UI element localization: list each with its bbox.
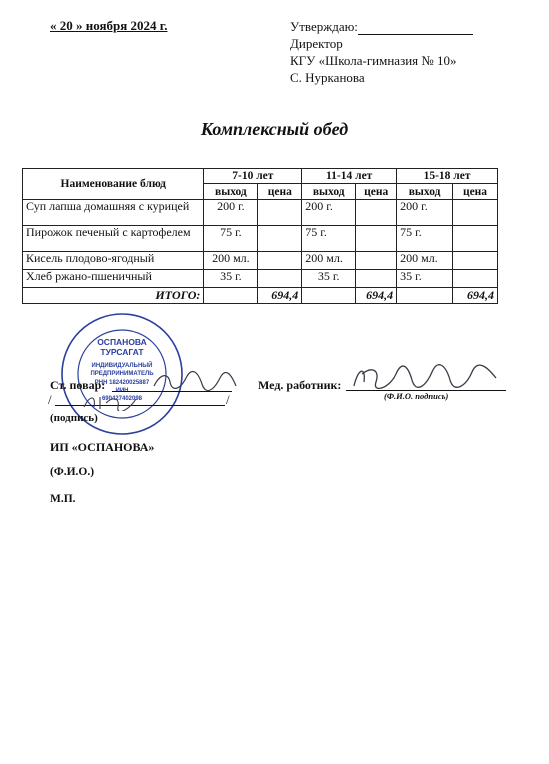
dish-price bbox=[258, 200, 302, 226]
med-label: Мед. работник: bbox=[258, 378, 342, 392]
subheader-price: цена bbox=[258, 184, 302, 200]
dish-output: 200 г. bbox=[302, 200, 356, 226]
table-row bbox=[23, 226, 498, 252]
table-row bbox=[23, 200, 498, 226]
subheader-output: выход bbox=[302, 184, 356, 200]
table-row bbox=[23, 270, 498, 288]
chef-label: Ст. повар: bbox=[50, 378, 106, 392]
approval-block bbox=[290, 18, 473, 86]
table-row bbox=[23, 252, 498, 270]
total-price-11-14: 694,4 bbox=[356, 288, 397, 304]
dish-output: 200 г. bbox=[397, 200, 453, 226]
dish-price bbox=[258, 252, 302, 270]
dish-output: 200 мл. bbox=[204, 252, 258, 270]
dish-price bbox=[453, 200, 498, 226]
dish-price bbox=[356, 270, 397, 288]
approve-organization: КГУ «Школа-гимназия № 10» bbox=[290, 53, 457, 68]
dish-output: 200 мл. bbox=[397, 252, 453, 270]
dish-output: 75 г. bbox=[302, 226, 356, 252]
dish-output: 200 г. bbox=[204, 200, 258, 226]
med-fio-note: (Ф.И.О. подпись) bbox=[384, 391, 449, 401]
total-output-empty bbox=[302, 288, 356, 304]
total-label: ИТОГО: bbox=[23, 288, 204, 304]
approve-title: Утверждаю: bbox=[290, 19, 358, 34]
subheader-output: выход bbox=[397, 184, 453, 200]
approve-signature-line bbox=[358, 22, 473, 35]
subheader-price: цена bbox=[356, 184, 397, 200]
med-signature bbox=[350, 360, 500, 394]
dish-name: Суп лапша домашняя с курицей bbox=[23, 200, 204, 226]
dish-name: Пирожок печеный с картофелем bbox=[23, 226, 204, 252]
document-date: « 20 » ноября 2024 г. bbox=[50, 18, 168, 33]
column-group-11-14: 11-14 лет bbox=[302, 169, 397, 184]
dish-price bbox=[453, 270, 498, 288]
column-group-15-18: 15-18 лет bbox=[397, 169, 498, 184]
dish-name: Кисель плодово-ягодный bbox=[23, 252, 204, 270]
dish-price bbox=[356, 226, 397, 252]
dish-output: 35 г. bbox=[204, 270, 258, 288]
stamp-iin-value: 690427402098 bbox=[101, 396, 143, 402]
stamp-name2: ТУРСАГАТ bbox=[100, 347, 144, 357]
column-header-name: Наименование блюд bbox=[23, 169, 204, 200]
fio-note: (Ф.И.О.) bbox=[50, 466, 95, 478]
table-header-row bbox=[23, 169, 498, 184]
total-price-15-18: 694,4 bbox=[453, 288, 498, 304]
approve-name: С. Нурканова bbox=[290, 70, 365, 85]
total-output-empty bbox=[397, 288, 453, 304]
sign-note: (подпись) bbox=[50, 412, 98, 424]
dish-output: 75 г. bbox=[397, 226, 453, 252]
dish-price bbox=[453, 252, 498, 270]
approve-position: Директор bbox=[290, 36, 343, 51]
dish-price bbox=[356, 200, 397, 226]
table-total-row bbox=[23, 288, 498, 304]
dish-output: 200 мл. bbox=[302, 252, 356, 270]
dish-price bbox=[258, 226, 302, 252]
subheader-output: выход bbox=[204, 184, 258, 200]
dish-output: 35 г. bbox=[302, 270, 356, 288]
page-title: Комплексный обед bbox=[200, 119, 349, 139]
stamp-line2: ПРЕДПРИНИМАТЕЛЬ bbox=[90, 371, 154, 377]
ip-name: ИП «ОСПАНОВА» bbox=[50, 440, 155, 454]
dish-output: 35 г. bbox=[397, 270, 453, 288]
column-group-7-10: 7-10 лет bbox=[204, 169, 302, 184]
stamp-line1: ИНДИВИДУАЛЬНЫЙ bbox=[91, 363, 153, 369]
stamp-rnn: РНН 182420025887 bbox=[94, 380, 150, 386]
dish-output: 75 г. bbox=[204, 226, 258, 252]
slash-left: / bbox=[48, 392, 52, 407]
chef-signature bbox=[150, 368, 240, 394]
dish-name: Хлеб ржано-пшеничный bbox=[23, 270, 204, 288]
menu-table bbox=[22, 168, 498, 304]
slash-right: / bbox=[226, 392, 230, 407]
total-output-empty bbox=[204, 288, 258, 304]
dish-price bbox=[453, 226, 498, 252]
chef-initials-signature bbox=[80, 393, 140, 411]
stamp-iin: ИИН bbox=[115, 388, 129, 394]
stamp-name1: ОСПАНОВА bbox=[97, 337, 147, 347]
subheader-price: цена bbox=[453, 184, 498, 200]
total-price-7-10: 694,4 bbox=[258, 288, 302, 304]
mp-label: М.П. bbox=[50, 493, 76, 505]
dish-price bbox=[258, 270, 302, 288]
dish-price bbox=[356, 252, 397, 270]
